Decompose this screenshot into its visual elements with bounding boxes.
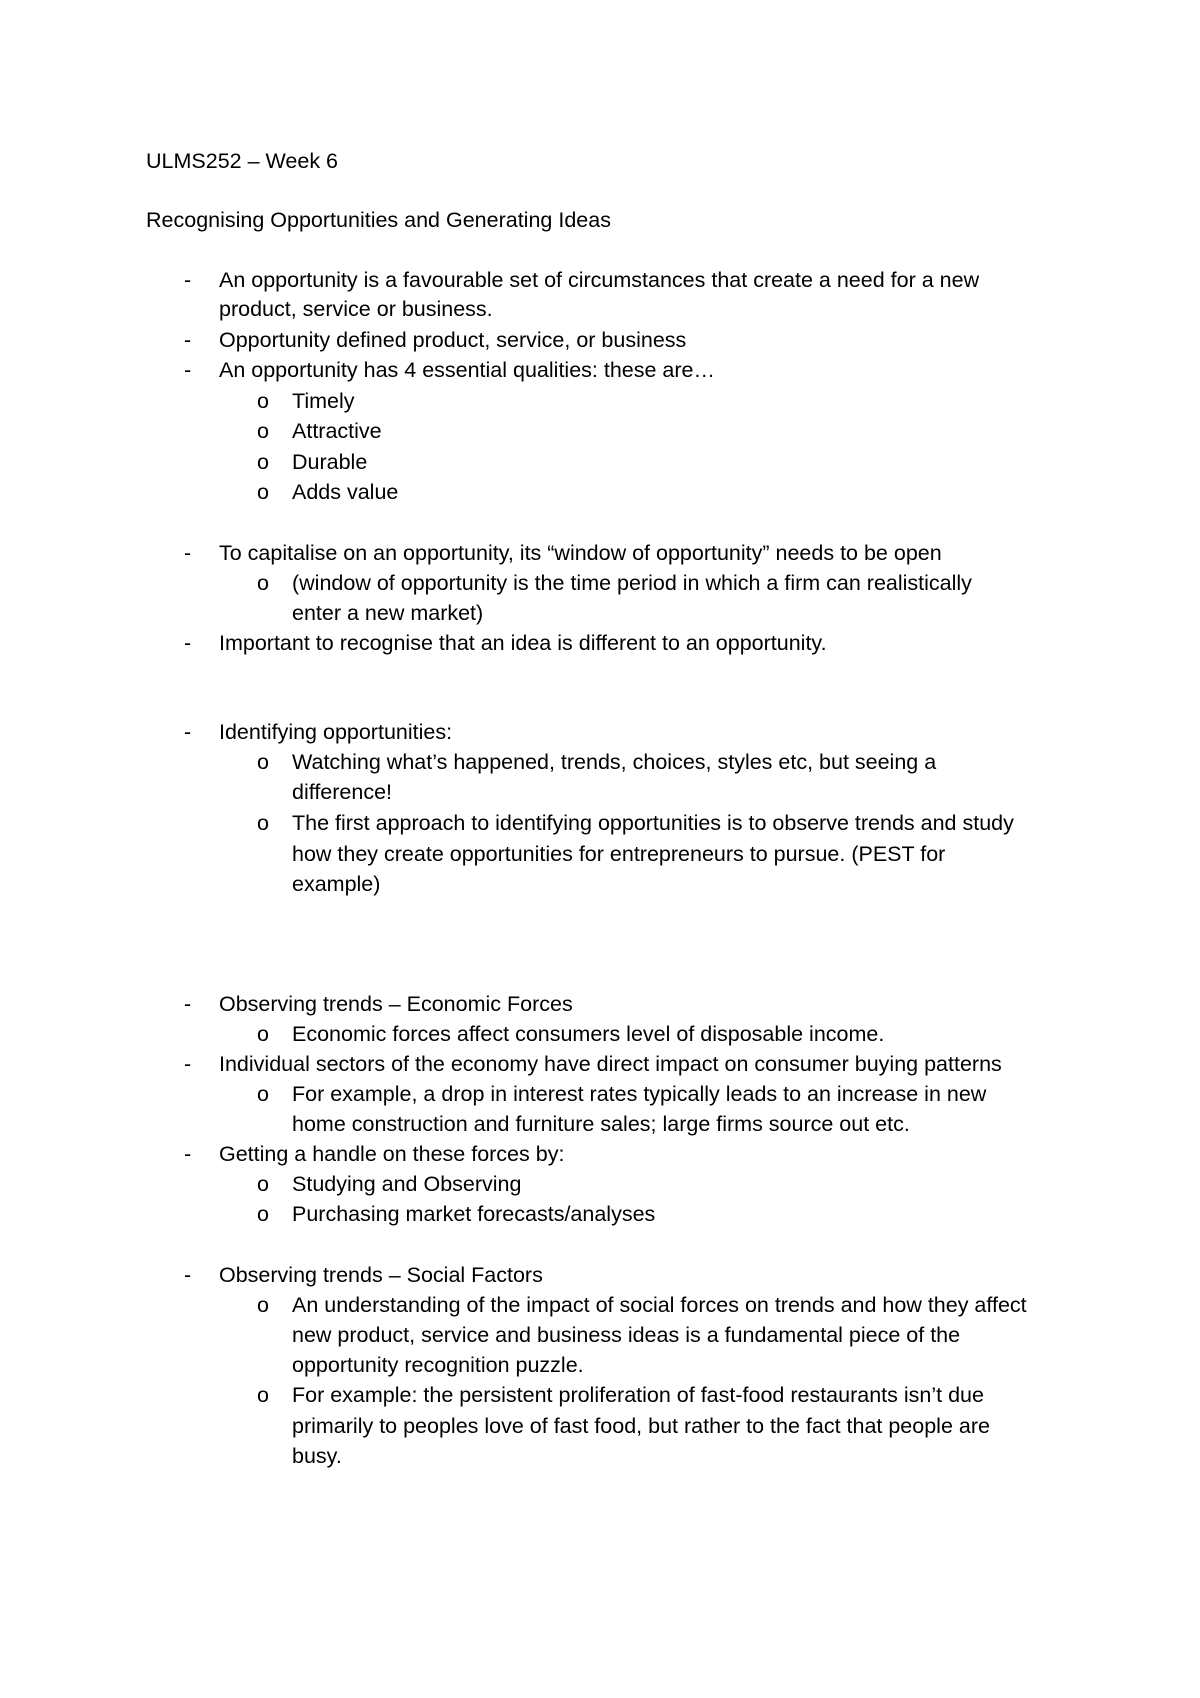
circle-bullet: o <box>257 811 269 835</box>
section-heading: Recognising Opportunities and Generating Ideas <box>146 208 611 232</box>
sub-list-item-continuation: opportunity recognition puzzle. <box>292 1353 584 1377</box>
sub-list-item-continuation: home construction and furniture sales; large firms source out etc. <box>292 1112 910 1136</box>
circle-bullet: o <box>257 1172 269 1196</box>
sub-list-item: Attractive <box>292 419 382 443</box>
sub-list-item: Studying and Observing <box>292 1172 522 1196</box>
dash-bullet: - <box>184 1142 192 1166</box>
list-item: Observing trends – Economic Forces <box>219 992 573 1016</box>
list-item-continuation: product, service or business. <box>219 297 493 321</box>
sub-list-item-continuation: example) <box>292 872 381 896</box>
dash-bullet: - <box>184 358 192 382</box>
dash-bullet: - <box>184 328 192 352</box>
list-item: Individual sectors of the economy have direct impact on consumer buying patterns <box>219 1052 1002 1076</box>
sub-list-item: Adds value <box>292 480 399 504</box>
list-item: To capitalise on an opportunity, its “window of opportunity” needs to be open <box>219 541 942 565</box>
sub-list-item: Watching what’s happened, trends, choices, styles etc, but seeing a <box>292 750 937 774</box>
page-title: ULMS252 – Week 6 <box>146 149 339 173</box>
dash-bullet: - <box>184 631 192 655</box>
list-item: Getting a handle on these forces by: <box>219 1142 565 1166</box>
list-item: Observing trends – Social Factors <box>219 1263 543 1287</box>
sub-list-item-continuation: new product, service and business ideas is a fundamental piece of the <box>292 1323 961 1347</box>
sub-list-item: Timely <box>292 389 355 413</box>
sub-list-item: For example, a drop in interest rates typically leads to an increase in new <box>292 1082 987 1106</box>
list-item: Identifying opportunities: <box>219 720 453 744</box>
list-item: Important to recognise that an idea is different to an opportunity. <box>219 631 827 655</box>
sub-list-item: For example: the persistent proliferation of fast-food restaurants isn’t due <box>292 1383 984 1407</box>
circle-bullet: o <box>257 1082 269 1106</box>
dash-bullet: - <box>184 268 192 292</box>
sub-list-item-continuation: difference! <box>292 780 393 804</box>
sub-list-item-continuation: how they create opportunities for entrepreneurs to pursue. (PEST for <box>292 842 946 866</box>
circle-bullet: o <box>257 1383 269 1407</box>
sub-list-item-continuation: enter a new market) <box>292 601 484 625</box>
dash-bullet: - <box>184 1263 192 1287</box>
dash-bullet: - <box>184 1052 192 1076</box>
sub-list-item-continuation: busy. <box>292 1444 342 1468</box>
list-item: An opportunity has 4 essential qualities: these are… <box>219 358 715 382</box>
dash-bullet: - <box>184 541 192 565</box>
circle-bullet: o <box>257 1293 269 1317</box>
sub-list-item: (window of opportunity is the time period in which a firm can realistically <box>292 571 972 595</box>
circle-bullet: o <box>257 480 269 504</box>
sub-list-item: Purchasing market forecasts/analyses <box>292 1202 656 1226</box>
circle-bullet: o <box>257 389 269 413</box>
dash-bullet: - <box>184 992 192 1016</box>
sub-list-item: An understanding of the impact of social forces on trends and how they affect <box>292 1293 1027 1317</box>
circle-bullet: o <box>257 1022 269 1046</box>
sub-list-item-continuation: primarily to peoples love of fast food, but rather to the fact that people are <box>292 1414 990 1438</box>
list-item: An opportunity is a favourable set of circumstances that create a need for a new <box>219 268 980 292</box>
dash-bullet: - <box>184 720 192 744</box>
circle-bullet: o <box>257 450 269 474</box>
list-item: Opportunity defined product, service, or business <box>219 328 687 352</box>
circle-bullet: o <box>257 750 269 774</box>
circle-bullet: o <box>257 419 269 443</box>
circle-bullet: o <box>257 571 269 595</box>
sub-list-item: Durable <box>292 450 368 474</box>
circle-bullet: o <box>257 1202 269 1226</box>
sub-list-item: Economic forces affect consumers level of disposable income. <box>292 1022 885 1046</box>
sub-list-item: The first approach to identifying opportunities is to observe trends and study <box>292 811 1014 835</box>
